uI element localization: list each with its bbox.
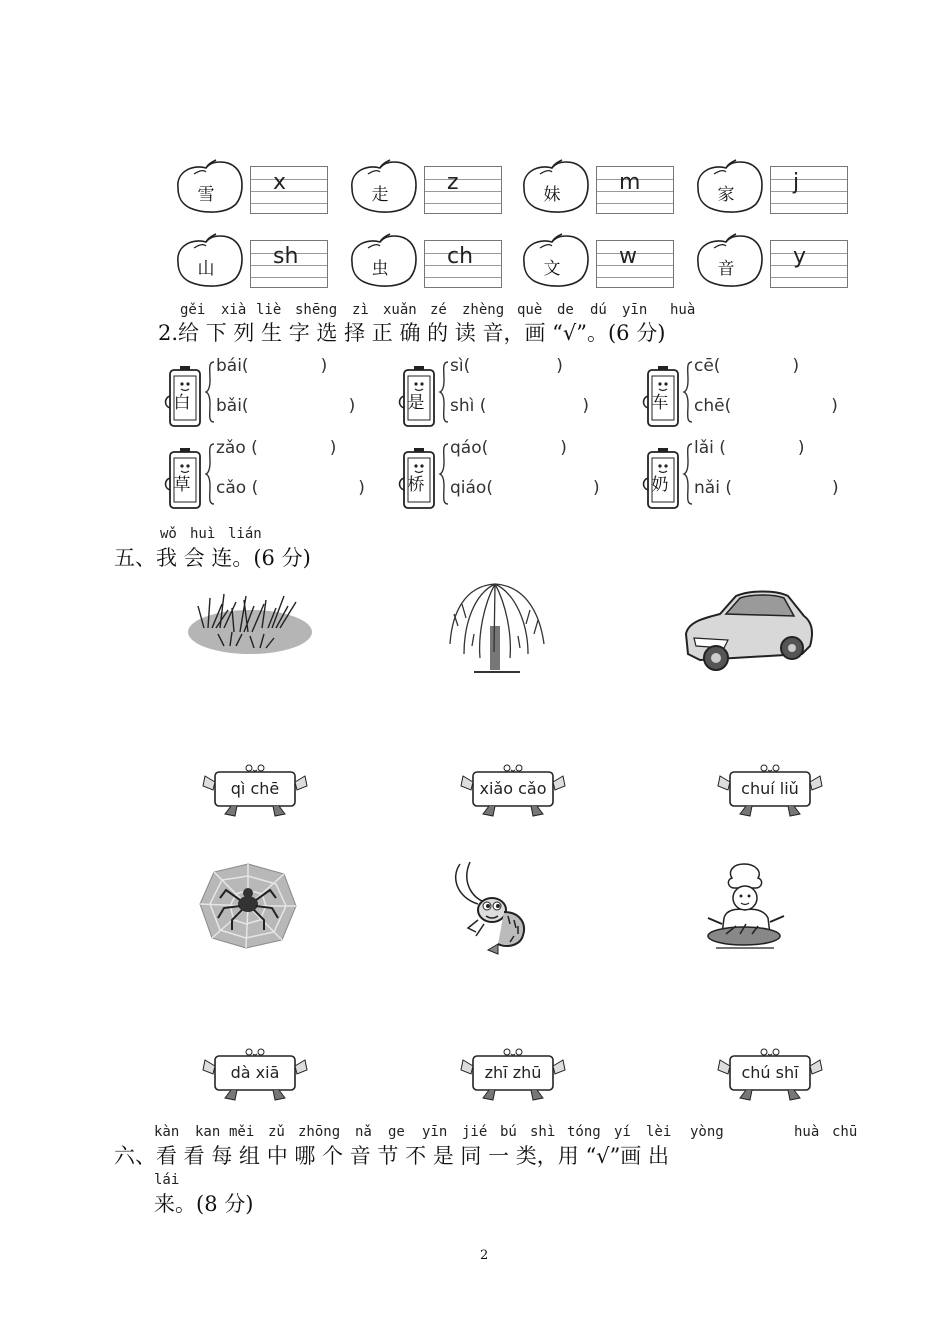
four-line-grid: [424, 166, 502, 214]
leaf-character: 妹: [543, 185, 561, 205]
phone-character: 奶: [651, 475, 669, 495]
pinyin: yīn: [422, 1124, 448, 1140]
pinyin: de: [557, 302, 574, 318]
leaf-character: 音: [717, 259, 735, 279]
reading-choice-group: [634, 354, 838, 430]
option-close: ): [556, 356, 563, 376]
option-text: lǎi (: [694, 438, 726, 458]
four-line-grid: [596, 166, 674, 214]
leaf-character: 文: [543, 259, 561, 279]
pinyin: xià: [221, 302, 247, 318]
sign-text: chuí liǔ: [741, 779, 799, 798]
option-close: ): [320, 356, 328, 376]
brace-icon: [438, 442, 450, 506]
option-text: qiáo(: [450, 478, 493, 498]
reading-choice-group: [390, 436, 600, 512]
option-close: ): [582, 396, 590, 416]
four-line-grid: [250, 166, 328, 214]
reading-choice-group: [634, 436, 839, 512]
pinyin: dú: [590, 302, 607, 318]
q2-instruction: 2.给 下 列 生 字 选 择 正 确 的 读 音，画 “√”。(6 分): [158, 321, 666, 345]
pinyin: zhèng: [462, 302, 505, 318]
pinyin-sign[interactable]: [459, 1044, 567, 1104]
pinyin: huà: [794, 1124, 820, 1140]
initial-letter: z: [447, 170, 459, 195]
option-close: ): [329, 438, 337, 458]
pinyin-option-2: [450, 478, 600, 498]
leaf-icon: [170, 158, 248, 214]
pinyin: què: [517, 302, 543, 318]
pinyin: lèi: [646, 1124, 672, 1140]
pinyin-option-2: [694, 396, 838, 416]
leaf-character: 走: [371, 185, 389, 205]
page-number: 2: [480, 1248, 489, 1263]
section-6-heading-cont: 来。(8 分): [154, 1192, 254, 1216]
option-text: bái(: [216, 356, 249, 376]
pinyin: huà: [670, 302, 696, 318]
leaf-icon: [690, 158, 768, 214]
reading-choice-group: [156, 354, 356, 430]
brace-icon: [438, 360, 450, 424]
option-text: nǎi (: [694, 478, 732, 498]
pinyin-option-1: [450, 356, 563, 376]
option-close: ): [797, 438, 805, 458]
pinyin: jié: [462, 1124, 488, 1140]
reading-choice-group: [390, 354, 590, 430]
leaf-character: 山: [197, 259, 215, 279]
brace-icon: [682, 360, 694, 424]
option-text: zǎo (: [216, 438, 258, 458]
option-text: cǎo (: [216, 478, 259, 498]
grass-icon: [184, 588, 314, 660]
pinyin: zì: [352, 302, 369, 318]
leaf-icon: [344, 158, 422, 214]
pinyin-sign[interactable]: [716, 1044, 824, 1104]
pinyin-option-1: [450, 438, 567, 458]
willow-tree-icon: [444, 574, 550, 676]
sec6-pinyin-line-2: [0, 1172, 950, 1190]
option-text: qáo(: [450, 438, 489, 458]
option-close: ): [831, 478, 839, 498]
section-6-heading: 六、看 看 每 组 中 哪 个 音 节 不 是 同 一 类，用 “√”画 出: [114, 1144, 669, 1168]
pinyin-option-2: [216, 478, 365, 498]
brace-icon: [682, 442, 694, 506]
sign-text: chú shī: [741, 1063, 799, 1082]
pinyin: yòng: [690, 1124, 724, 1140]
initial-letter: j: [793, 170, 800, 195]
leaf-icon: [170, 232, 248, 288]
phone-character: 桥: [407, 475, 425, 495]
option-text: chē(: [694, 396, 732, 416]
initial-letter: w: [619, 244, 637, 269]
pinyin-sign[interactable]: [201, 1044, 309, 1104]
four-line-grid: [250, 240, 328, 288]
leaf-icon: [690, 232, 768, 288]
leaf-letter-pair: [170, 158, 330, 214]
pinyin-sign[interactable]: [201, 760, 309, 820]
brace-icon: [204, 360, 216, 424]
initial-letter: m: [619, 170, 641, 195]
option-text: cē(: [694, 356, 721, 376]
sign-text: dà xiā: [230, 1063, 280, 1082]
leaf-letter-pair: [690, 232, 850, 288]
pinyin: nǎ: [355, 1124, 372, 1140]
pinyin-option-1: [694, 356, 799, 376]
initial-letter: sh: [273, 244, 299, 269]
pinyin: yí: [614, 1124, 631, 1140]
option-close: ): [560, 438, 567, 458]
pinyin-option-1: [216, 438, 336, 458]
leaf-letter-pair: [690, 158, 850, 214]
four-line-grid: [770, 166, 848, 214]
pinyin: huì: [190, 526, 216, 542]
pinyin: ge: [388, 1124, 405, 1140]
leaf-character: 虫: [371, 259, 389, 279]
four-line-grid: [596, 240, 674, 288]
leaf-letter-pair: [344, 158, 504, 214]
pinyin: bú: [500, 1124, 517, 1140]
pinyin: zǔ: [268, 1124, 285, 1140]
pinyin: lái: [154, 1172, 180, 1188]
pinyin: měi: [229, 1124, 255, 1140]
pinyin: wǒ: [160, 526, 177, 542]
sign-text: zhī zhū: [484, 1063, 542, 1082]
option-text: bǎi(: [216, 396, 249, 416]
pinyin-option-2: [694, 478, 839, 498]
section-5-heading: 五、我 会 连。(6 分): [114, 546, 311, 570]
phone-character: 是: [407, 393, 425, 413]
initial-letter: ch: [447, 244, 474, 269]
pinyin: shì: [530, 1124, 556, 1140]
pinyin: kàn: [154, 1124, 180, 1140]
pinyin-option-1: [694, 438, 805, 458]
option-close: ): [792, 356, 800, 376]
option-close: ): [358, 478, 365, 498]
chef-icon: [696, 860, 792, 960]
initial-letter: y: [793, 244, 807, 269]
pinyin: chū: [832, 1124, 858, 1140]
leaf-icon: [516, 158, 594, 214]
pinyin-option-1: [216, 356, 327, 376]
spider-web-icon: [196, 860, 300, 950]
leaf-icon: [516, 232, 594, 288]
four-line-grid: [424, 240, 502, 288]
pinyin: gěi: [180, 302, 206, 318]
phone-character: 车: [651, 393, 669, 413]
brace-icon: [204, 442, 216, 506]
pinyin: kan: [195, 1124, 221, 1140]
initial-letter: x: [273, 170, 287, 195]
shrimp-icon: [448, 858, 544, 956]
pinyin: shēng: [295, 302, 338, 318]
leaf-character: 雪: [197, 185, 215, 205]
pinyin: zhōng: [298, 1124, 341, 1140]
car-icon: [680, 584, 816, 676]
leaf-letter-pair: [170, 232, 330, 288]
leaf-letter-pair: [516, 232, 676, 288]
sign-text: xiǎo cǎo: [479, 779, 547, 798]
pinyin-sign[interactable]: [459, 760, 567, 820]
option-close: ): [348, 396, 356, 416]
pinyin-sign[interactable]: [716, 760, 824, 820]
leaf-letter-pair: [344, 232, 504, 288]
option-text: shì (: [450, 396, 487, 416]
reading-choice-group: [156, 436, 365, 512]
sign-text: qì chē: [230, 779, 280, 798]
option-text: sì(: [450, 356, 471, 376]
pinyin-option-2: [216, 396, 355, 416]
pinyin: tóng: [567, 1124, 601, 1140]
four-line-grid: [770, 240, 848, 288]
pinyin: xuǎn: [383, 302, 417, 318]
leaf-character: 家: [717, 185, 735, 205]
leaf-icon: [344, 232, 422, 288]
pinyin: yīn: [622, 302, 648, 318]
phone-character: 草: [173, 475, 191, 495]
pinyin: liè: [256, 302, 282, 318]
option-close: ): [831, 396, 838, 416]
leaf-letter-pair: [516, 158, 676, 214]
option-close: ): [592, 478, 600, 498]
pinyin: zé: [430, 302, 447, 318]
pinyin: lián: [228, 526, 262, 542]
pinyin-option-2: [450, 396, 589, 416]
phone-character: 白: [173, 393, 191, 413]
